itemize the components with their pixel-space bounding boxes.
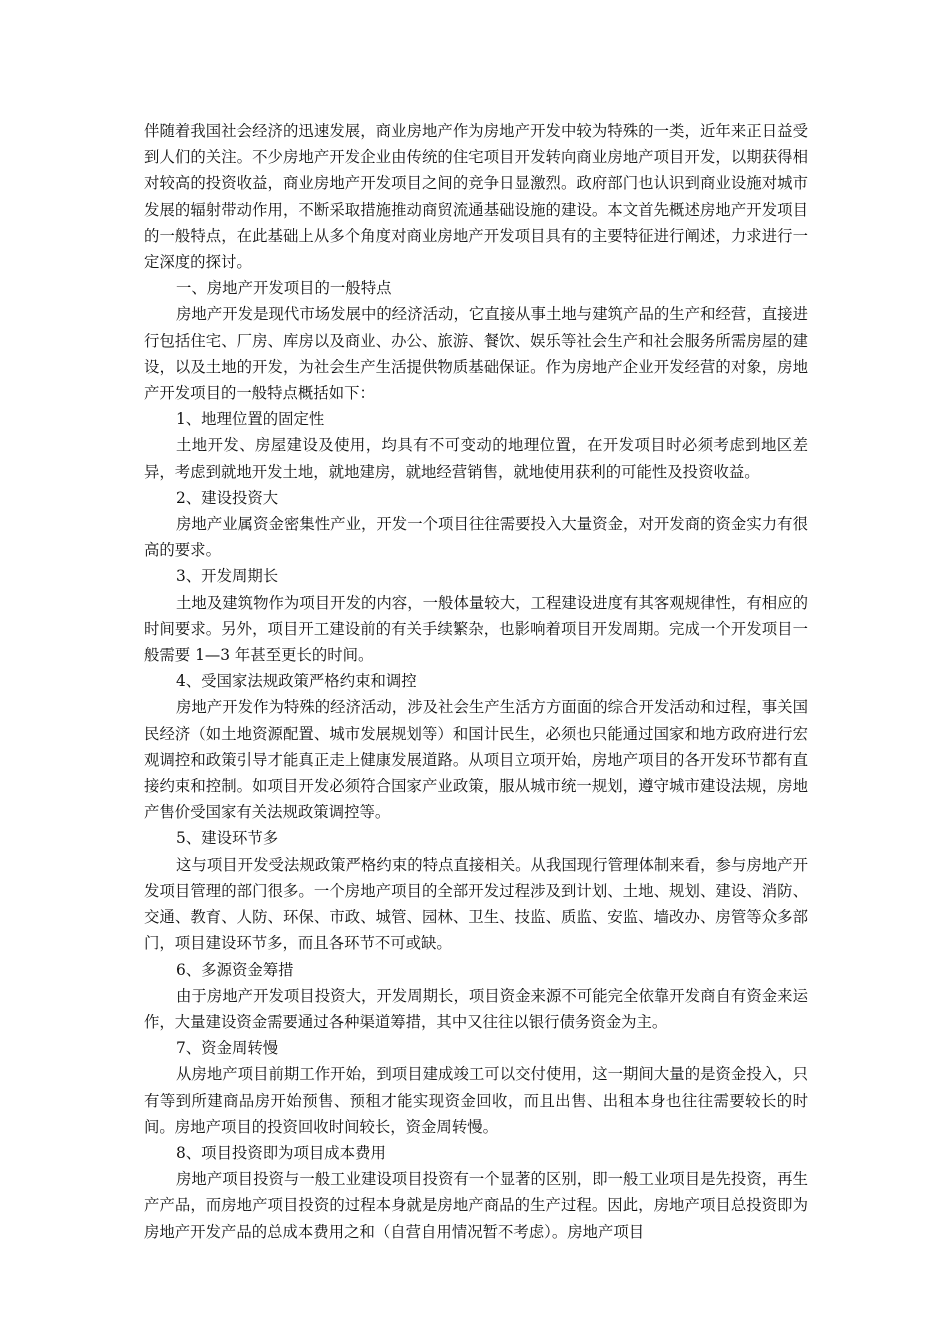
document-body [144,118,808,1245]
paragraph-6: 由于房地产开发项目投资大，开发周期长，项目资金来源不可能完全依靠开发商自有资金来运作，大量建设资金需要通过各种渠道筹措，其中又往往以银行债务资金为主。 [144,986,808,1031]
intro-paragraph: 伴随着我国社会经济的迅速发展，商业房地产作为房地产开发中较为特殊的一类，近年来正日益受到人们的关注。不少房地产开发企业由传统的住宅项目开发转向商业房地产项目开发，以期获得相对较高的投资收益，商业房地产开发项目之间的竞争日显激烈。政府部门也认识到商业设施对城市发展的辐射带动作用，不断采取措施推动商贸流通基础设施的建设。本文首先概述房地产开发项目的一般特点，在此基础上从多个角度对商业房地产开发项目具有的主要特征进行阐述，力求进行一定深度的探讨。 [144,122,808,272]
subheading-7: 7、资金周转慢 [176,1039,279,1058]
paragraph-3: 土地及建筑物作为项目开发的内容，一般体量较大，工程建设进度有其客观规律性，有相应的时间要求。另外，项目开工建设前的有关手续繁杂，也影响着项目开发周期。完成一个开发项目一般需要 1—3 年甚至更长的时间。 [144,593,808,665]
subheading-2: 2、建设投资大 [176,488,279,507]
paragraph-5: 这与项目开发受法规政策严格约束的特点直接相关。从我国现行管理体制来看，参与房地产开发项目管理的部门很多。一个房地产项目的全部开发过程涉及到计划、土地、规划、建设、消防、交通、教育、人防、环保、市政、城管、园林、卫生、技监、质监、安监、墙改办、房管等众多部门，项目建设环节多，而且各环节不可或缺。 [144,855,808,953]
subheading-1: 1、地理位置的固定性 [176,410,325,429]
subheading-5: 5、建设环节多 [176,829,279,848]
paragraph-general-features: 房地产开发是现代市场发展中的经济活动，它直接从事土地与建筑产品的生产和经营，直接进行包括住宅、厂房、库房以及商业、办公、旅游、餐饮、娱乐等社会生产和社会服务所需房屋的建设，以及土地的开发，为社会生产生活提供物质基础保证。作为房地产企业开发经营的对象，房地产开发项目的一般特点概括如下： [144,305,808,403]
subheading-6: 6、多源资金筹措 [176,960,294,979]
paragraph-2: 房地产业属资金密集性产业，开发一个项目往往需要投入大量资金，对开发商的资金实力有很高的要求。 [144,515,808,560]
paragraph-4: 房地产开发作为特殊的经济活动，涉及社会生产生活方方面面的综合开发活动和过程，事关国民经济（如土地资源配置、城市发展规划等）和国计民生，必须也只能通过国家和地方政府进行宏观调控和政策引导才能真正走上健康发展道路。从项目立项开始，房地产项目的各开发环节都有直接约束和控制。如项目开发必须符合国家产业政策，服从城市统一规划，遵守城市建设法规，房地产售价受国家有关法规政策调控等。 [144,698,808,822]
subheading-4: 4、受国家法规政策严格约束和调控 [176,672,417,691]
paragraph-1: 土地开发、房屋建设及使用，均具有不可变动的地理位置，在开发项目时必须考虑到地区差异，考虑到就地开发土地，就地建房，就地经营销售，就地使用获利的可能性及投资收益。 [144,436,808,481]
paragraph-8: 房地产项目投资与一般工业建设项目投资有一个显著的区别，即一般工业项目是先投资，再生产产品，而房地产项目投资的过程本身就是房地产商品的生产过程。因此，房地产项目总投资即为房地产开发产品的总成本费用之和（自营自用情况暂不考虑）。房地产项目 [144,1170,808,1241]
subheading-3: 3、开发周期长 [176,567,279,586]
section-heading-general-features: 一、房地产开发项目的一般特点 [176,279,392,298]
subheading-8: 8、项目投资即为项目成本费用 [176,1143,386,1162]
paragraph-7: 从房地产项目前期工作开始，到项目建成竣工可以交付使用，这一期间大量的是资金投入，只有等到所建商品房开始预售、预租才能实现资金回收，而且出售、出租本身也往往需要较长的时间。房地产项目的投资回收时间较长，资金周转慢。 [144,1065,808,1136]
